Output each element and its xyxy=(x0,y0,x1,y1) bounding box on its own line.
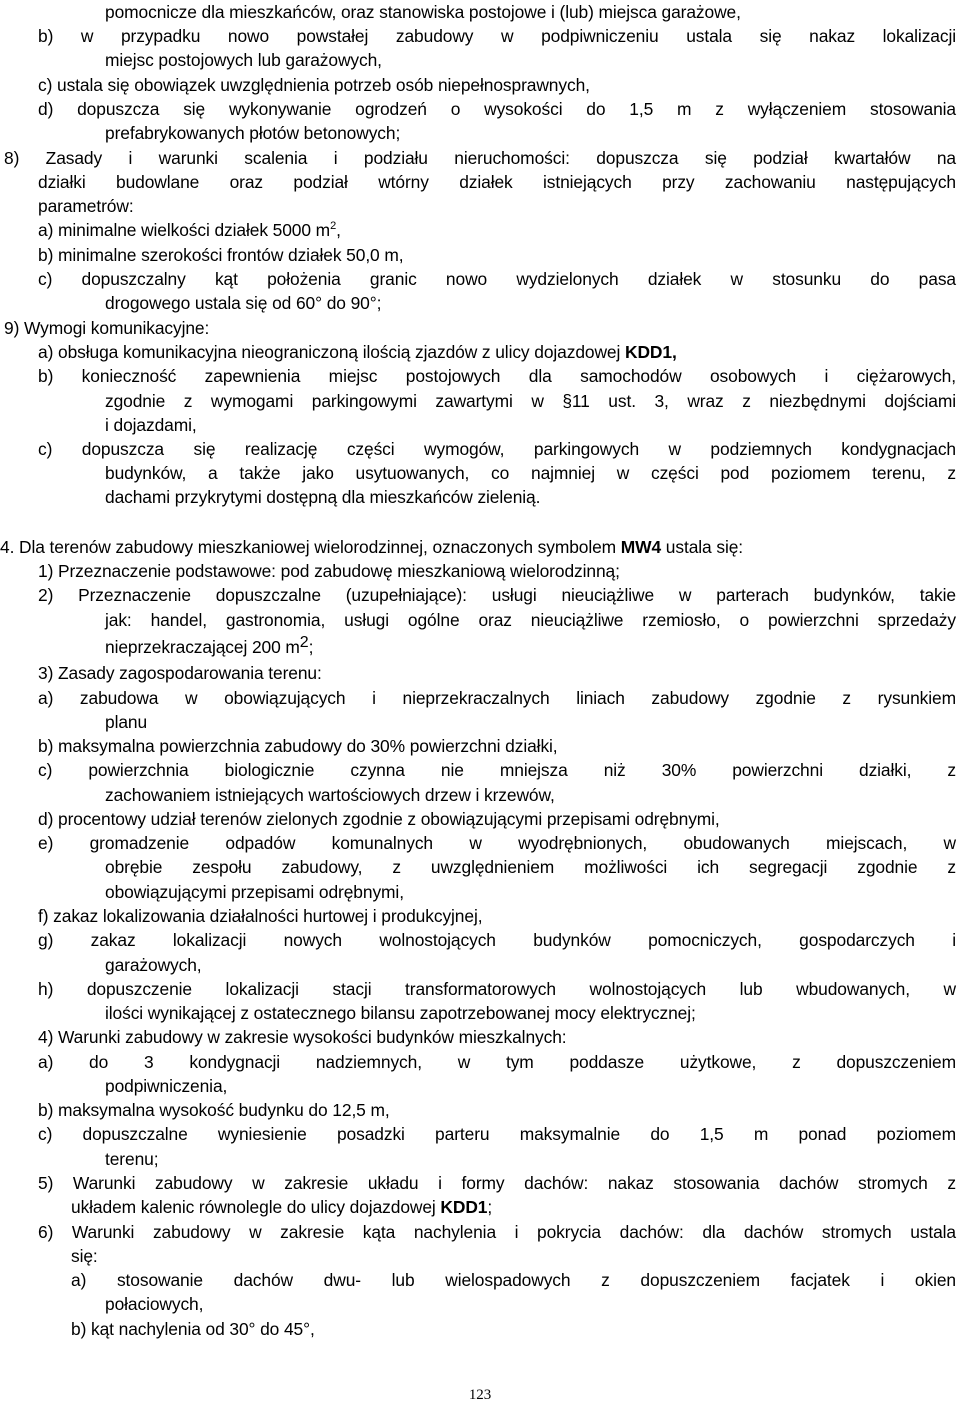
text-line: prefabrykowanych płotów betonowych; xyxy=(105,123,401,143)
text-line: c) dopuszcza się realizację części wymogów, parkingowych w podziemnych kondygnacjach xyxy=(38,439,956,459)
text-line: c) ustala się obowiązek uwzględnienia potrzeb osób niepełnosprawnych, xyxy=(38,75,590,95)
page-number: 123 xyxy=(468,1387,492,1403)
text-line xyxy=(105,635,313,659)
text-line: ilości wynikającej z ostatecznego bilansu zapotrzebowanej mocy elektrycznej; xyxy=(105,1003,696,1023)
text-line: drogowego ustala się od 60° do 90°; xyxy=(105,293,382,313)
text-line: zachowaniem istniejących wartościowych drzew i krzewów, xyxy=(105,785,555,805)
text-line: a) zabudowa w obowiązujących i nieprzekraczalnych liniach zabudowy zgodnie z rysunkiem xyxy=(38,688,956,708)
text-line: dachami przykrytymi dostępną dla mieszkańców zielenią. xyxy=(105,487,541,507)
text-line: c) dopuszczalne wyniesienie posadzki parteru maksymalnie do 1,5 m ponad poziomem xyxy=(38,1124,956,1144)
text-line: obowiązującymi przepisami odrębnymi, xyxy=(105,882,404,902)
text-line: zgodnie z wymogami parkingowymi zawartymi w §11 ust. 3, wraz z niezbędnymi dojściami xyxy=(105,391,956,411)
section-heading xyxy=(0,535,743,559)
street-symbol: KDD1, xyxy=(625,342,677,362)
text-line: c) powierzchnia biologicznie czynna nie mniejsza niż 30% powierzchni działki, z xyxy=(38,760,956,780)
text-line: 8) Zasady i warunki scalenia i podziału nieruchomości: dopuszcza się podział kwartałów na xyxy=(4,148,956,168)
text-run: układem kalenic równolegle do ulicy dojazdowej xyxy=(71,1197,441,1217)
text-line: i dojazdami, xyxy=(105,415,197,435)
text-line: c) dopuszczalny kąt położenia granic nowo wydzielonych działek w stosunku do pasa xyxy=(38,269,956,289)
text-line: d) procentowy udział terenów zielonych zgodnie z obowiązującymi przepisami odrębnymi, xyxy=(38,809,720,829)
text-line: h) dopuszczenie lokalizacji stacji transformatorowych wolnostojących lub wbudowanych, w xyxy=(38,979,956,999)
text-line: 4) Warunki zabudowy w zakresie wysokości budynków mieszkalnych: xyxy=(38,1027,567,1047)
text-line: planu xyxy=(105,712,148,732)
text-line: parametrów: xyxy=(38,196,134,216)
text-run: ustala się: xyxy=(661,537,744,557)
text-run: a) obsługa komunikacyjna nieograniczoną ilością zjazdów z ulicy dojazdowej xyxy=(38,342,626,362)
text-run: ; xyxy=(487,1197,493,1217)
text-line: 5) Warunki zabudowy w zakresie układu i formy dachów: nakaz stosowania dachów stromych z xyxy=(38,1173,956,1193)
text-run: nieprzekraczającej 200 m xyxy=(105,637,300,657)
superscript: 2 xyxy=(330,220,337,232)
zone-symbol: MW4 xyxy=(620,537,662,557)
text-line: g) zakaz lokalizacji nowych wolnostojących budynków pomocniczych, gospodarczych i xyxy=(38,930,956,950)
text-line: 9) Wymogi komunikacyjne: xyxy=(4,318,210,338)
text-line xyxy=(38,218,341,242)
text-line: b) konieczność zapewnienia miejsc postojowych dla samochodów osobowych i ciężarowych, xyxy=(38,366,956,386)
text-line xyxy=(71,1195,492,1219)
superscript: 2 xyxy=(299,634,309,651)
text-run: 4. Dla terenów zabudowy mieszkaniowej wielorodzinnej, oznaczonych symbolem xyxy=(0,537,621,557)
text-line: b) kąt nachylenia od 30° do 45°, xyxy=(71,1319,315,1339)
text-line: 2) Przeznaczenie dopuszczalne (uzupełniające): usługi nieuciążliwe w parterach budynków, takie xyxy=(38,585,956,605)
street-symbol: KDD1 xyxy=(440,1197,488,1217)
text-line: b) minimalne szerokości frontów działek 50,0 m, xyxy=(38,245,404,265)
text-line: terenu; xyxy=(105,1149,159,1169)
text-line: się: xyxy=(71,1246,98,1266)
text-line: a) do 3 kondygnacji nadziemnych, w tym poddasze użytkowe, z dopuszczeniem xyxy=(38,1052,956,1072)
text-line: f) zakaz lokalizowania działalności hurtowej i produkcyjnej, xyxy=(38,906,483,926)
text-line: pomocnicze dla mieszkańców, oraz stanowiska postojowe i (lub) miejsca garażowe, xyxy=(105,2,741,22)
text-line: d) dopuszcza się wykonywanie ogrodzeń o wysokości do 1,5 m z wyłączeniem stosowania xyxy=(38,99,956,119)
text-line: połaciowych, xyxy=(105,1294,204,1314)
text-line: b) maksymalna wysokość budynku do 12,5 m, xyxy=(38,1100,390,1120)
text-line: 1) Przeznaczenie podstawowe: pod zabudowę mieszkaniową wielorodzinną; xyxy=(38,561,620,581)
text-line xyxy=(38,340,677,364)
text-line: b) maksymalna powierzchnia zabudowy do 30% powierzchni działki, xyxy=(38,736,558,756)
text-line: garażowych, xyxy=(105,955,202,975)
text-run: a) minimalne wielkości działek 5000 m xyxy=(38,220,331,240)
text-run: , xyxy=(336,220,341,240)
text-line: jak: handel, gastronomia, usługi ogólne oraz nieuciążliwe rzemiosło, o powierzchni sprzedaży xyxy=(105,610,956,630)
text-line: budynków, a także jako usytuowanych, co najmniej w części pod poziomem terenu, z xyxy=(105,463,956,483)
text-run: ; xyxy=(308,637,314,657)
text-line: a) stosowanie dachów dwu- lub wielospadowych z dopuszczeniem facjatek i okien xyxy=(71,1270,956,1290)
text-line: e) gromadzenie odpadów komunalnych w wyodrębnionych, obudowanych miejscach, w xyxy=(38,833,956,853)
text-line: 3) Zasady zagospodarowania terenu: xyxy=(38,663,322,683)
text-line: działki budowlane oraz podział wtórny działek istniejących przy zachowaniu następujących xyxy=(38,172,956,192)
text-line: obrębie zespołu zabudowy, z uwzględnieniem możliwości ich segregacji zgodnie z xyxy=(105,857,956,877)
text-line: 6) Warunki zabudowy w zakresie kąta nachylenia i pokrycia dachów: dla dachów stromych ustala xyxy=(38,1222,956,1242)
text-line: miejsc postojowych lub garażowych, xyxy=(105,50,382,70)
text-line: podpiwniczenia, xyxy=(105,1076,228,1096)
text-line: b) w przypadku nowo powstałej zabudowy w podpiwniczeniu ustala się nakaz lokalizacji xyxy=(38,26,956,46)
